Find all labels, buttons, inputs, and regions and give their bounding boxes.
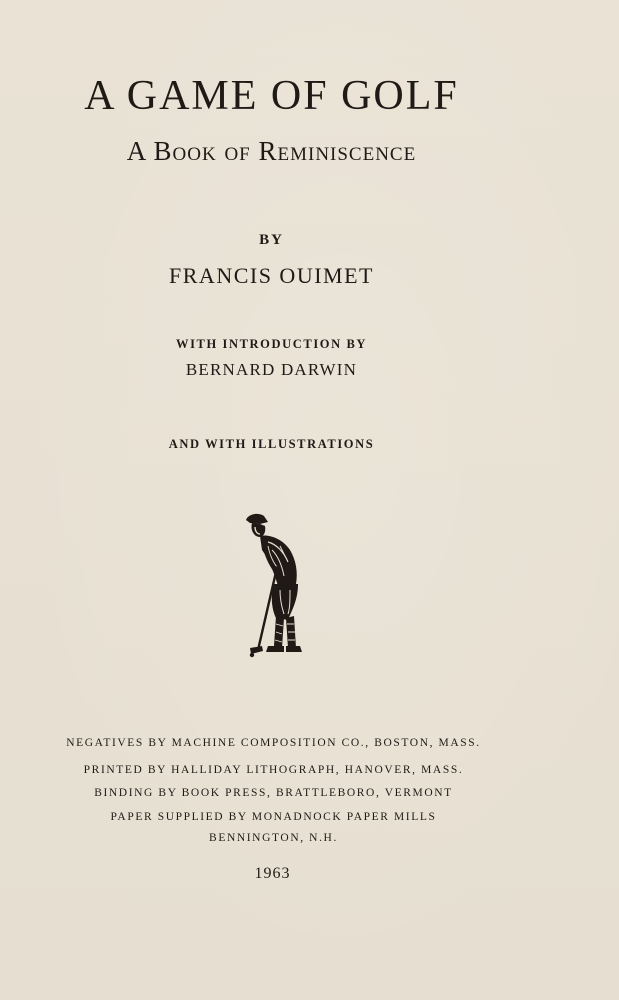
introduction-label: WITH INTRODUCTION BY [175,337,368,351]
colophon-line: PRINTED BY HALLIDAY LITHOGRAPH, HANOVER, MASS. [83,764,464,776]
colophon-line: BENNINGTON, N.H. [209,832,338,844]
colophon-line: PAPER SUPPLIED BY MONADNOCK PAPER MILLS [110,811,437,823]
book-subtitle: A Book of Reminiscence [126,136,417,166]
book-title: A GAME OF GOLF [84,73,459,119]
colophon-line: NEGATIVES BY MACHINE COMPOSITION CO., BOSTON, MASS. [66,737,481,749]
publication-year: 1963 [254,865,291,882]
illustrations-note: AND WITH ILLUSTRATIONS [168,437,375,451]
colophon-line: BINDING BY BOOK PRESS, BRATTLEBORO, VERMONT [94,787,453,799]
author-name: FRANCIS OUIMET [169,263,374,288]
by-label: BY [259,232,284,248]
introduction-author: BERNARD DARWIN [185,360,358,379]
golfer-putting-icon [238,510,314,662]
